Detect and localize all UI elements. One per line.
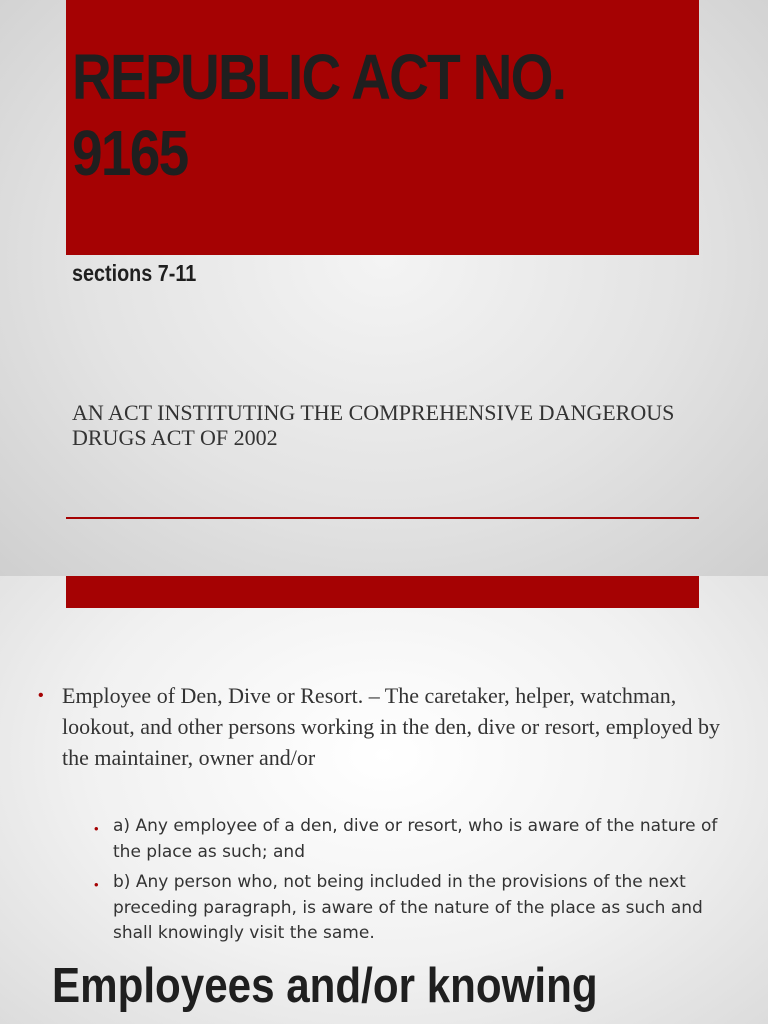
act-description: AN ACT INSTITUTING THE COMPREHENSIVE DANGEROUS DRUGS ACT OF 2002 bbox=[72, 400, 675, 451]
slide-employees bbox=[0, 576, 768, 1024]
bullet-dot: • bbox=[38, 687, 44, 704]
slide-heading: Employees and/or knowing bbox=[52, 959, 598, 1013]
slide-subtitle: sections 7-11 bbox=[72, 260, 197, 286]
divider-line bbox=[66, 517, 699, 519]
main-bullet: Employee of Den, Dive or Resort. – The caretaker, helper, watchman, lookout, and other persons working in the den, dive or resort, employed by the maintainer, owner and/or bbox=[62, 683, 721, 770]
sub-bullet-b: b) Any person who, not being included in the provisions of the next preceding paragraph, is aware of the nature of the place as such and shall knowingly visit the same. bbox=[113, 872, 703, 943]
bullet-list bbox=[0, 576, 768, 1024]
bullet-dot: • bbox=[94, 821, 99, 836]
sub-bullet-a: a) Any employee of a den, dive or resort, who is aware of the nature of the place as such; and bbox=[113, 816, 718, 862]
slide-title-text: REPUBLIC ACT NO. 9165 bbox=[72, 41, 579, 189]
bullet-dot: • bbox=[94, 877, 99, 892]
